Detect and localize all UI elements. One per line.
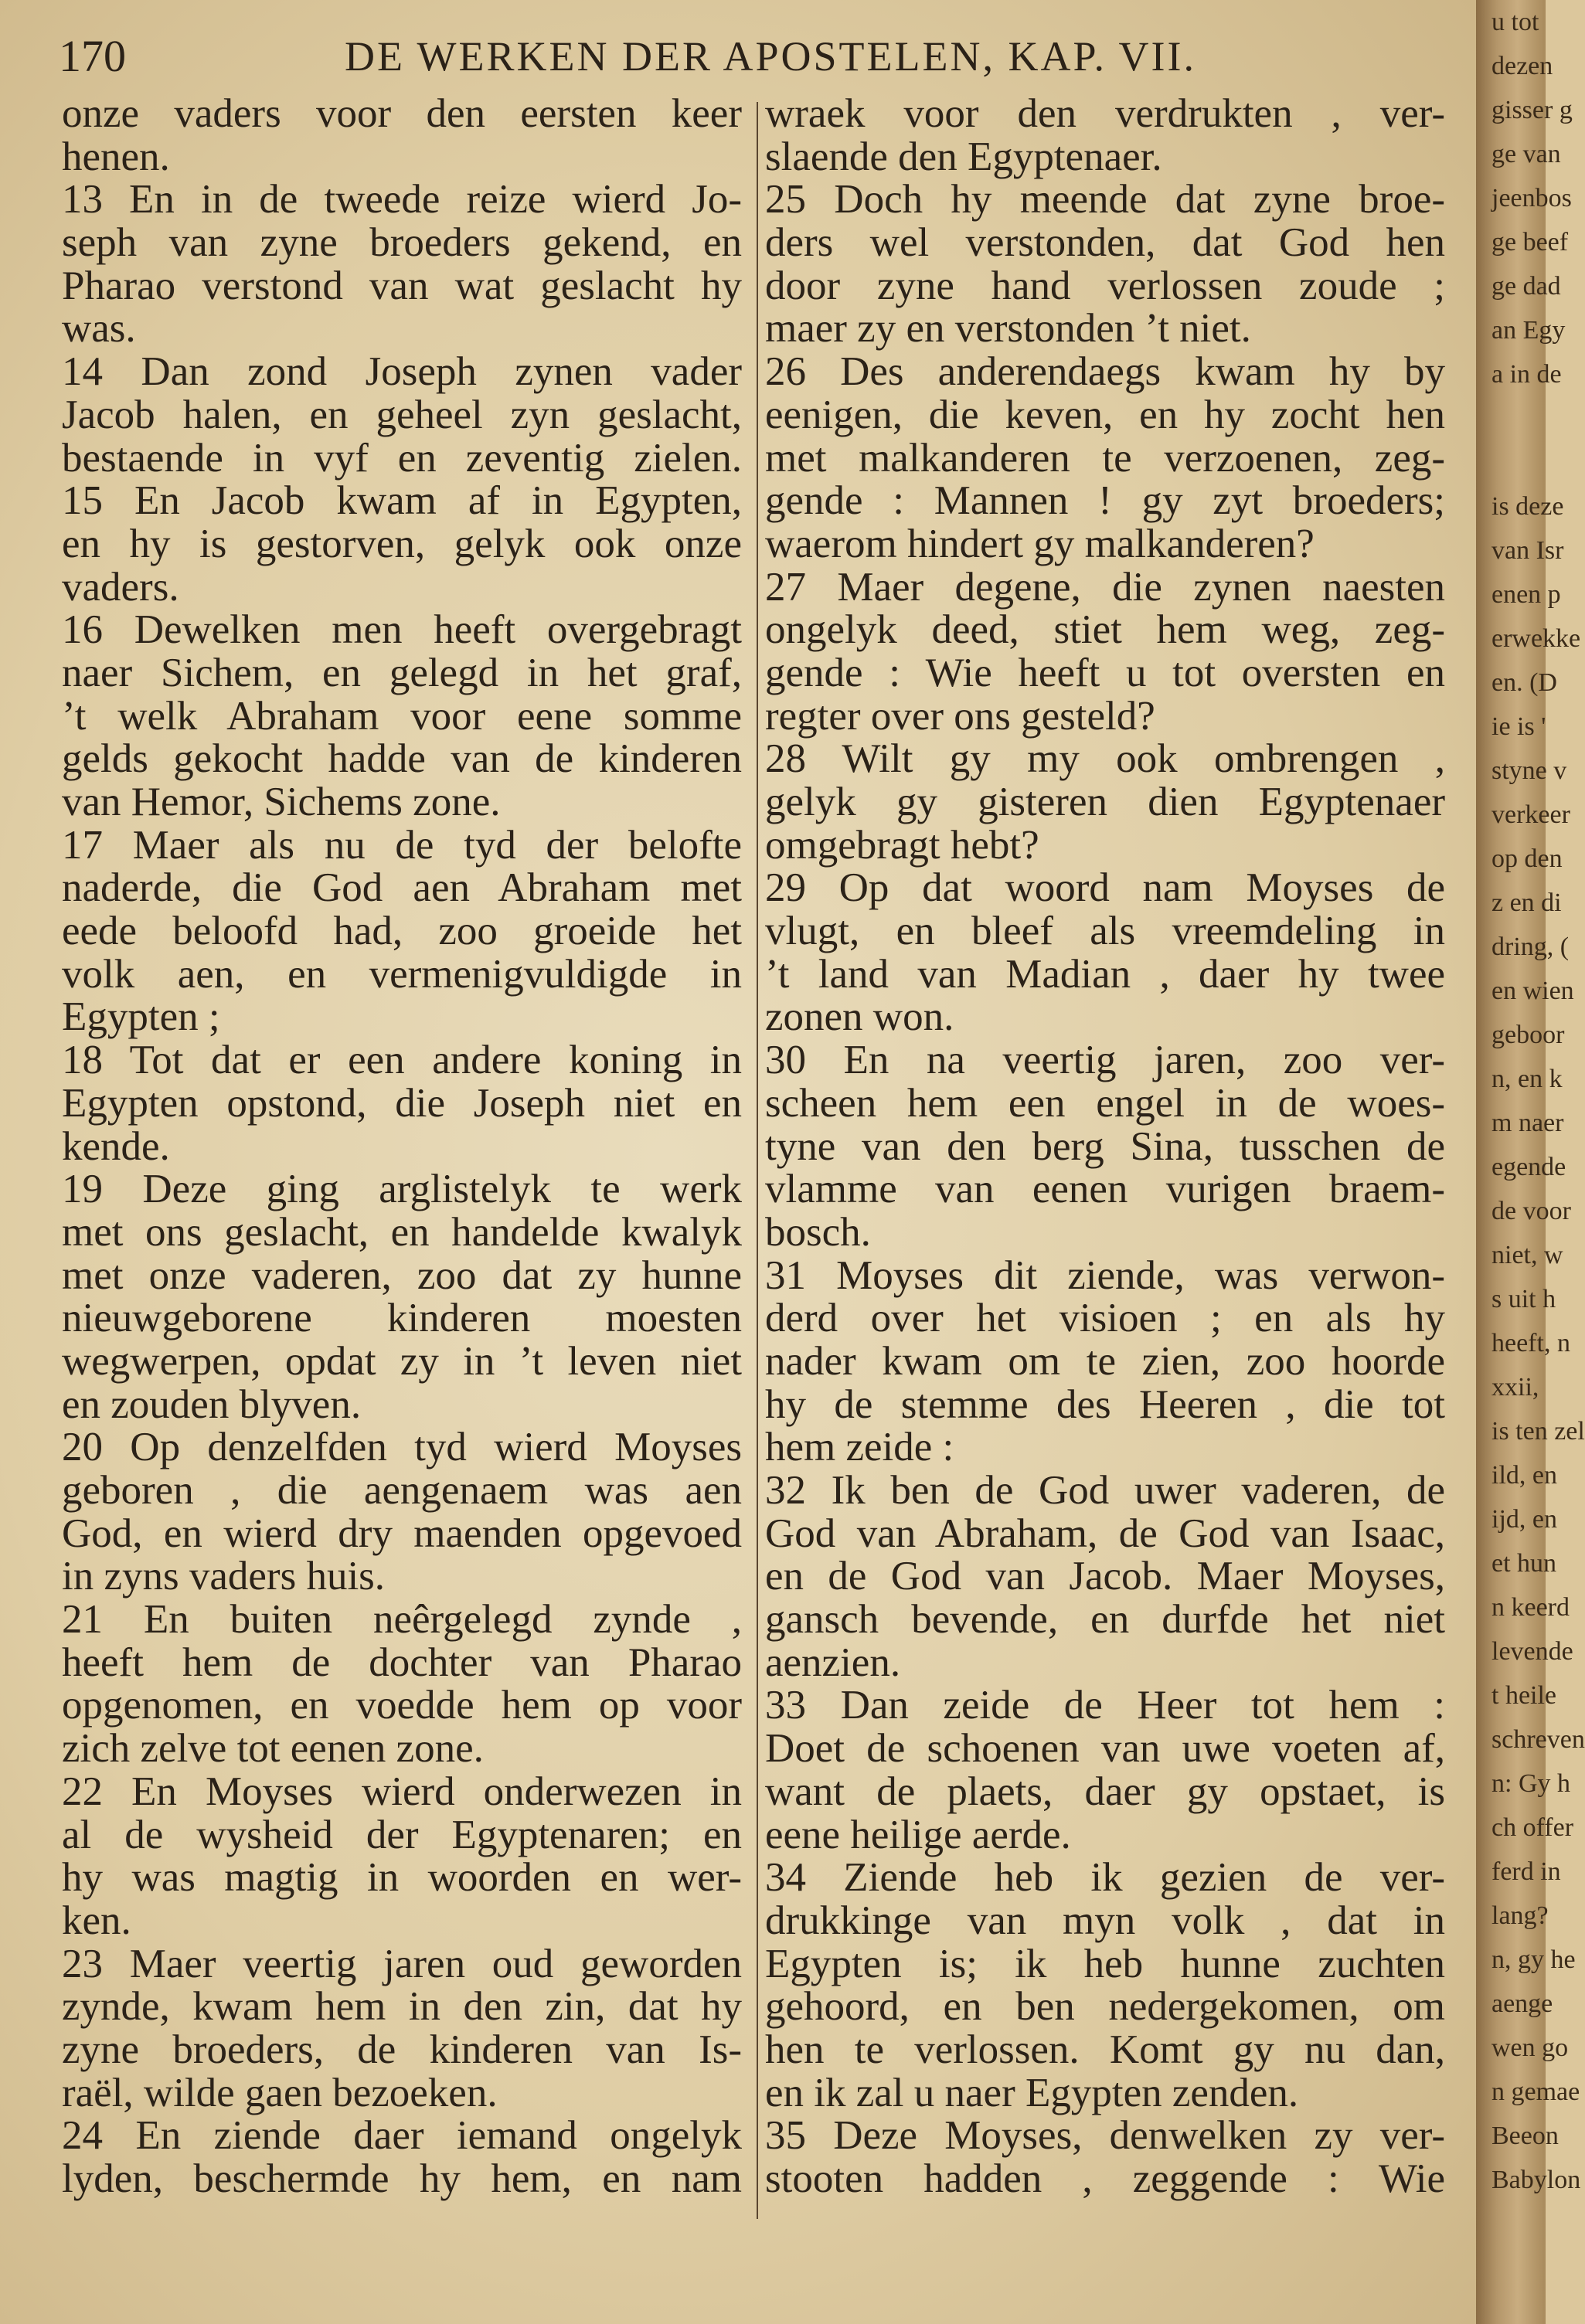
gutter-fragment: egende [1491, 1153, 1566, 1181]
text-line: waerom hindert gy malkanderen? [765, 521, 1315, 566]
text-line: nader kwam om te zien, zoo hoorde [765, 1338, 1445, 1384]
text-line: stooten hadden , zeggende : Wie [765, 2156, 1445, 2201]
gutter-fragment: n: Gy h [1491, 1769, 1570, 1798]
text-line: eenigen, die keven, en hy zocht hen [765, 392, 1445, 437]
text-line: eede beloofd had, zoo groeide het [62, 909, 742, 954]
text-line: raël, wilde gaen bezoeken. [62, 2070, 498, 2115]
text-line: 29 Op dat woord nam Moyses de [765, 865, 1445, 911]
gutter-fragment: s uit h [1491, 1285, 1556, 1313]
text-line: Doet de schoenen van uwe voeten af, [765, 1726, 1445, 1772]
gutter-fragment: gisser g [1491, 96, 1573, 124]
text-line: 18 Tot dat er een andere koning in [62, 1038, 742, 1083]
text-line: henen. [62, 134, 170, 179]
gutter-fragment: schreven [1491, 1725, 1585, 1754]
page-header [59, 29, 1473, 83]
text-line: vlamme van eenen vurigen braem- [765, 1167, 1445, 1212]
text-line: bosch. [765, 1209, 871, 1255]
text-line: wegwerpen, opdat zy in ’t leven niet [62, 1338, 742, 1384]
text-line: ongelyk deed, stiet hem weg, zeg- [765, 607, 1445, 653]
right-text-column [765, 93, 1445, 2201]
text-line: zynde, kwam hem in den zin, dat hy [62, 1984, 742, 2030]
text-line: Pharao verstond van wat geslacht hy [62, 263, 742, 308]
gutter-fragment: n, gy he [1491, 1945, 1576, 1974]
text-line: 19 Deze ging arglistelyk te werk [62, 1167, 742, 1212]
text-line: ’t land van Madian , daer hy twee [765, 951, 1445, 997]
text-line: hen te verlossen. Komt gy nu dan, [765, 2027, 1445, 2072]
gutter-fragment [1476, 396, 1546, 440]
text-line: 23 Maer veertig jaren oud geworden [62, 1941, 742, 1986]
gutter-fragment: heeft, n [1491, 1329, 1570, 1357]
text-line: 34 Ziende heb ik gezien de ver- [765, 1855, 1445, 1901]
text-line: 20 Op denzelfden tyd wierd Moyses [62, 1425, 742, 1470]
gutter-fragment: an Egy [1491, 316, 1566, 345]
text-line: met ons geslacht, en handelde kwalyk [62, 1209, 742, 1255]
text-line: 21 En buiten neêrgelegd zynde , [62, 1597, 742, 1643]
gutter-fragment: ge beef [1491, 228, 1569, 257]
gutter-fragment: et hun [1491, 1549, 1557, 1578]
gutter-fragment: Babylon [1491, 2166, 1581, 2194]
text-line: gende : Mannen ! gy zyt broeders; [765, 478, 1445, 524]
text-line: bestaende in vyf en zeventig zielen. [62, 435, 742, 481]
text-line: door zyne hand verlossen zoude ; [765, 263, 1445, 308]
text-line: drukkinge van myn volk , dat in [765, 1898, 1445, 1943]
text-line: zonen won. [765, 994, 954, 1040]
left-text-column [62, 93, 742, 2201]
gutter-fragment: ch offer [1491, 1813, 1574, 1842]
text-line: 24 En ziende daer iemand ongelyk [62, 2113, 742, 2159]
text-line: met malkanderen te verzoenen, zeg- [765, 435, 1445, 481]
gutter-fragment: t heile [1491, 1681, 1557, 1710]
gutter-fragment: n keerd [1491, 1593, 1570, 1622]
text-line: en hy is gestorven, gelyk ook onze [62, 521, 742, 566]
text-line: 14 Dan zond Joseph zynen vader [62, 349, 742, 395]
text-line: hy was magtig in woorden en wer- [62, 1855, 742, 1901]
text-line: gehoord, en ben nedergekomen, om [765, 1984, 1445, 2030]
text-line: regter over ons gesteld? [765, 693, 1155, 739]
text-line: heeft hem de dochter van Pharao [62, 1639, 742, 1685]
text-line: onze vaders voor den eersten keer [62, 91, 742, 136]
text-line: en zouden blyven. [62, 1381, 362, 1427]
gutter-fragment: ferd in [1491, 1857, 1561, 1886]
gutter-fragment: jeenbos [1491, 184, 1572, 212]
gutter-fragment: a in de [1491, 360, 1562, 389]
text-line: slaende den Egyptenaer. [765, 134, 1162, 179]
gutter-fragment: z en di [1491, 888, 1562, 917]
gutter-fragment: wen go [1491, 2034, 1569, 2062]
text-line: scheen hem een engel in de woes- [765, 1080, 1445, 1126]
running-title: DE WERKEN DER APOSTELEN, KAP. VII. [345, 33, 1197, 80]
text-line: in zyns vaders huis. [62, 1554, 386, 1599]
gutter-fragment: ge van [1491, 140, 1561, 168]
text-line: 27 Maer degene, die zynen naesten [765, 564, 1445, 610]
gutter-fragment: aenge [1491, 1989, 1553, 2018]
text-line: ’t welk Abraham voor eene somme [62, 693, 742, 739]
text-line: en de God van Jacob. Maer Moyses, [765, 1554, 1445, 1599]
text-line: 13 En in de tweede reize wierd Jo- [62, 177, 742, 223]
text-line: hem zeide : [765, 1425, 954, 1470]
text-line: vlugt, en bleef als vreemdeling in [765, 909, 1445, 954]
gutter-fragment: erwekke [1491, 624, 1581, 653]
gutter-fragment: ie is ' [1491, 712, 1546, 741]
gutter-fragment: n, en k [1491, 1065, 1563, 1093]
gutter-fragment: is ten zel [1491, 1417, 1585, 1446]
gutter-fragment: dezen [1491, 52, 1553, 80]
text-line: Egypten ; [62, 994, 220, 1040]
text-line: zich zelve tot eenen zone. [62, 1726, 484, 1772]
gutter-fragment: ijd, en [1491, 1505, 1557, 1534]
text-line: was. [62, 306, 136, 352]
text-line: eene heilige aerde. [765, 1812, 1071, 1857]
gutter-fragment: enen p [1491, 580, 1561, 609]
text-line: opgenomen, en voedde hem op voor [62, 1683, 742, 1728]
gutter-fragment: dring, ( [1491, 933, 1570, 961]
text-line: 25 Doch hy meende dat zyne broe- [765, 177, 1445, 223]
gutter-fragment: en. (D [1491, 668, 1557, 697]
text-line: vaders. [62, 564, 179, 610]
text-line: en ik zal u naer Egypten zenden. [765, 2070, 1299, 2115]
text-line: gende : Wie heeft u tot oversten en [765, 650, 1445, 695]
text-line: al de wysheid der Egyptenaren; en [62, 1812, 742, 1857]
text-line: Egypten is; ik heb hunne zuchten [765, 1941, 1445, 1986]
text-line: God, en wierd dry maenden opgevoed [62, 1510, 742, 1556]
gutter-fragment [1476, 440, 1546, 484]
gutter-fragment: levende [1491, 1637, 1573, 1666]
gutter-fragment: en wien [1491, 977, 1574, 1005]
facing-page-edge [1476, 0, 1585, 2324]
text-line: 30 En na veertig jaren, zoo ver- [765, 1038, 1445, 1083]
page-number: 170 [59, 31, 126, 81]
gutter-fragment: n gemae [1491, 2078, 1580, 2106]
text-line: ken. [62, 1898, 131, 1943]
gutter-fragment: xxii, [1491, 1373, 1539, 1402]
text-line: seph van zyne broeders gekend, en [62, 220, 742, 266]
text-line: 33 Dan zeide de Heer tot hem : [765, 1683, 1445, 1728]
gutter-fragment: is deze [1491, 492, 1564, 521]
text-line: van Hemor, Sichems zone. [62, 780, 501, 824]
text-line: aenzien. [765, 1639, 901, 1685]
text-line: Jacob halen, en geheel zyn geslacht, [62, 392, 742, 437]
text-line: kende. [62, 1123, 170, 1169]
text-line: nieuwgeborene kinderen moesten [62, 1296, 742, 1341]
text-line: zyne broeders, de kinderen van Is- [62, 2027, 742, 2072]
text-line: naderde, die God aen Abraham met [62, 865, 742, 911]
gutter-fragment: ge dad [1491, 272, 1561, 301]
text-line: geboren , die aengenaem was aen [62, 1468, 742, 1513]
gutter-fragment: lang? [1491, 1901, 1549, 1930]
text-line: wraek voor den verdrukten , ver- [765, 91, 1445, 136]
text-line: volk aen, en vermenigvuldigde in [62, 951, 742, 997]
text-line: God van Abraham, de God van Isaac, [765, 1510, 1445, 1556]
text-line: 16 Dewelken men heeft overgebragt [62, 607, 742, 653]
gutter-fragment: styne v [1491, 756, 1567, 785]
text-line: 15 En Jacob kwam af in Egypten, [62, 478, 742, 524]
gutter-fragment: Beeon [1491, 2122, 1559, 2150]
text-line: 35 Deze Moyses, denwelken zy ver- [765, 2113, 1445, 2159]
text-line: omgebragt hebt? [765, 822, 1039, 868]
text-line: 28 Wilt gy my ook ombrengen , [765, 736, 1445, 782]
text-line: ders wel verstonden, dat God hen [765, 220, 1445, 266]
gutter-fragment: verkeer [1491, 800, 1570, 829]
text-line: maer zy en verstonden ’t niet. [765, 306, 1251, 352]
text-line: naer Sichem, en gelegd in het graf, [62, 650, 742, 695]
text-line: gelds gekocht hadde van de kinderen [62, 736, 742, 782]
gutter-fragment: m naer [1491, 1109, 1564, 1137]
text-line: gansch bevende, en durfde het niet [765, 1597, 1445, 1643]
text-line: 17 Maer als nu de tyd der belofte [62, 822, 742, 868]
text-line: tyne van den berg Sina, tusschen de [765, 1123, 1445, 1169]
gutter-fragment: ild, en [1491, 1461, 1557, 1490]
text-line: hy de stemme des Heeren , die tot [765, 1381, 1445, 1427]
text-line: 26 Des anderendaegs kwam hy by [765, 349, 1445, 395]
gutter-fragment: u tot [1491, 8, 1539, 36]
text-line: met onze vaderen, zoo dat zy hunne [62, 1252, 742, 1298]
column-divider [757, 102, 758, 2219]
gutter-fragment: op den [1491, 844, 1563, 873]
text-line: lyden, beschermde hy hem, en nam [62, 2156, 742, 2201]
text-line: 22 En Moyses wierd onderwezen in [62, 1768, 742, 1814]
text-line: want de plaets, daer gy opstaet, is [765, 1768, 1445, 1814]
text-line: 31 Moyses dit ziende, was verwon- [765, 1252, 1445, 1298]
gutter-fragment: geboor [1491, 1021, 1565, 1049]
gutter-fragment: niet, w [1491, 1241, 1563, 1269]
text-line: Egypten opstond, die Joseph niet en [62, 1080, 742, 1126]
text-line: gelyk gy gisteren dien Egyptenaer [765, 780, 1445, 824]
text-line: 32 Ik ben de God uwer vaderen, de [765, 1468, 1445, 1513]
gutter-fragment: de voor [1491, 1197, 1571, 1225]
gutter-fragment: van Isr [1491, 536, 1564, 565]
text-line: derd over het visioen ; en als hy [765, 1296, 1445, 1341]
